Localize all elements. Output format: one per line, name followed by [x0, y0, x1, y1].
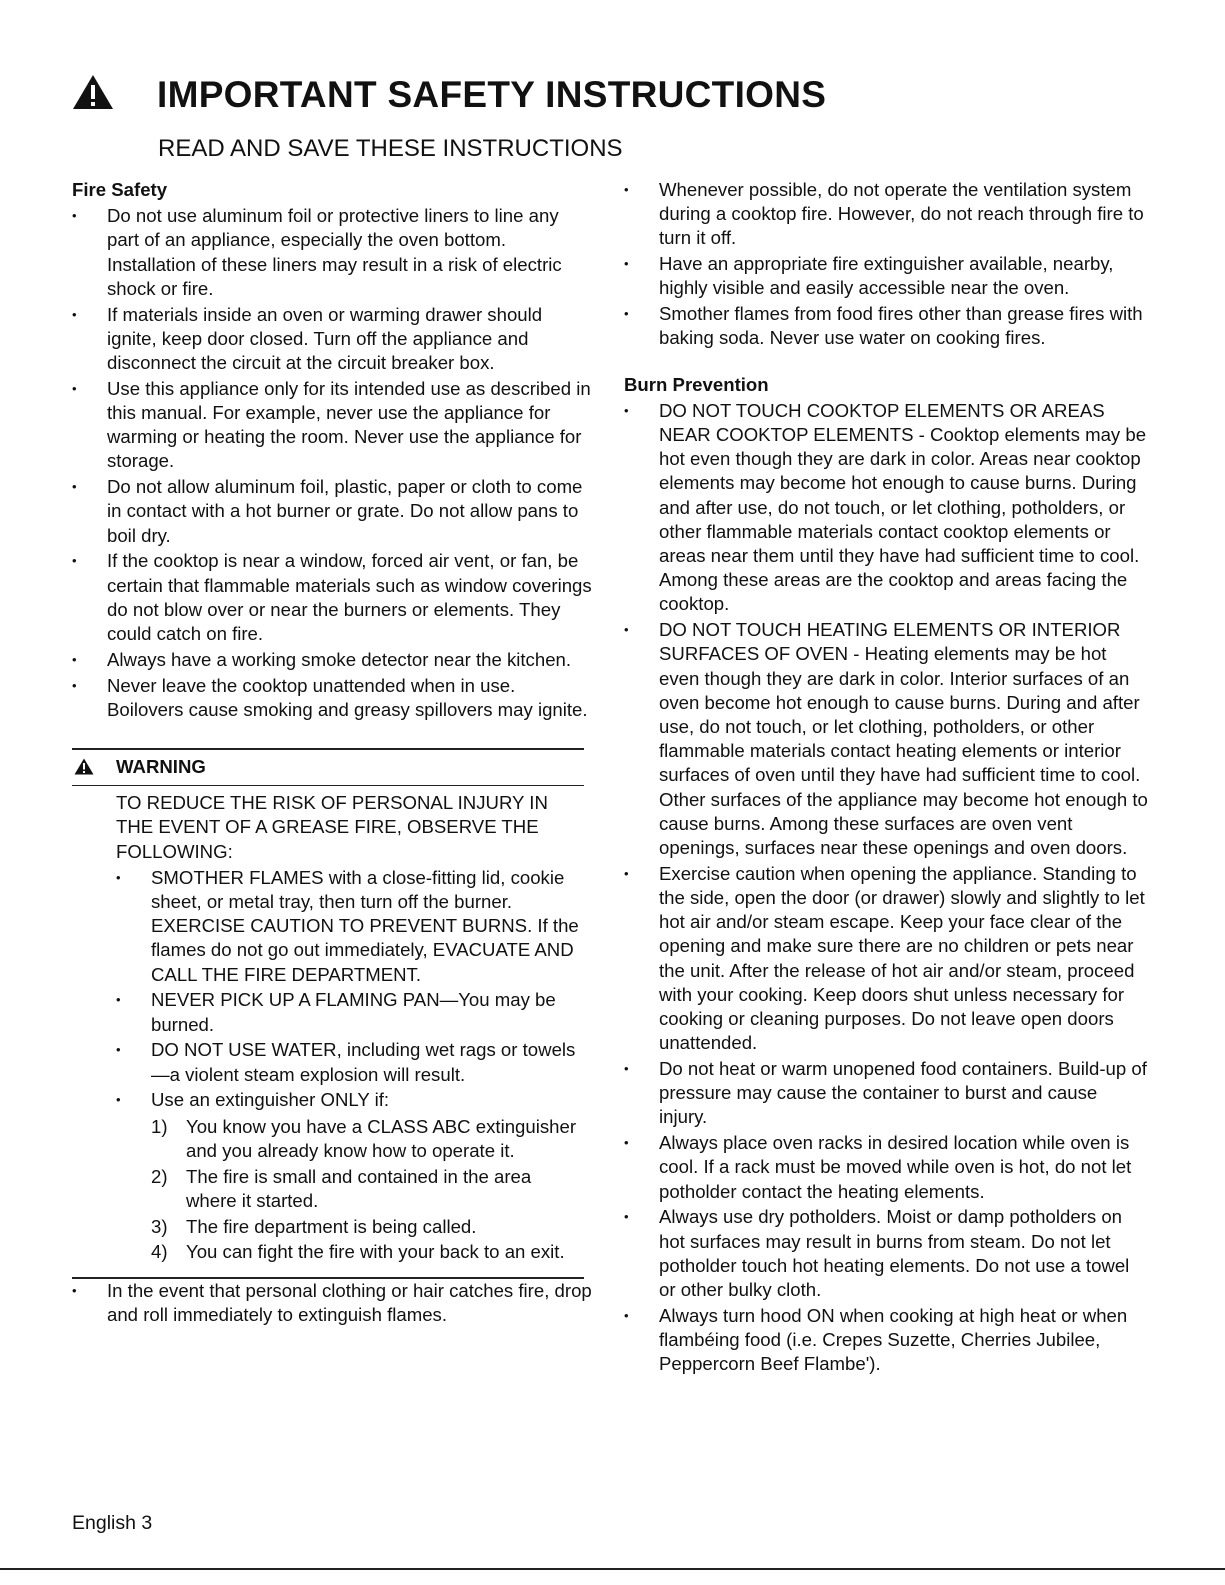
- right-column: [624, 178, 1149, 1378]
- warning-intro: TO REDUCE THE RISK OF PERSONAL INJURY IN THE EVENT OF A GREASE FIRE, OBSERVE THE FOLLOWING:: [116, 792, 548, 862]
- step-text: You know you have a CLASS ABC extinguisher and you already know how to operate it.: [186, 1115, 577, 1161]
- extinguisher-steps: [151, 1115, 584, 1265]
- step-number: 4): [151, 1241, 168, 1263]
- step-item: [151, 1240, 584, 1264]
- page-footer: English 3: [72, 1512, 153, 1534]
- step-text: The fire department is being called.: [186, 1215, 477, 1237]
- list-item: • SMOTHER FLAMES with a close-fitting lid, cookie sheet, or metal tray, then turn off the burner. EXERCISE CAUTION TO PREVENT BURNS. If the flames do not go out immediately, EVACUATE AND CALL THE FIRE DEPARTMENT.: [116, 866, 584, 987]
- list-item: • Always have a working smoke detector near the kitchen.: [72, 648, 592, 672]
- list-item: • Have an appropriate fire extinguisher available, nearby, highly visible and easily accessible near the oven.: [624, 252, 1149, 300]
- fire-safety-continued-list: [624, 178, 1149, 351]
- burn-prevention-heading: Burn Prevention: [624, 373, 769, 395]
- list-item: • If the cooktop is near a window, forced air vent, or fan, be certain that flammable materials such as window coverings do not blow over or near the burners or elements. They could catch on fire.: [72, 549, 592, 646]
- clothing-fire-list: [72, 1279, 592, 1327]
- list-item: • Use this appliance only for its intended use as described in this manual. For example, never use the appliance for warming or heating the room. Never use the appliance for storage.: [72, 377, 592, 474]
- extinguisher-condition-label: Use an extinguisher ONLY if:: [151, 1089, 390, 1111]
- list-item: • If materials inside an oven or warming drawer should ignite, keep door closed. Turn off the appliance and disconnect the circuit at the circuit breaker box.: [72, 303, 592, 376]
- list-item: • Do not heat or warm unopened food containers. Build-up of pressure may cause the container to burst and cause injury.: [624, 1057, 1149, 1130]
- list-item: • Never leave the cooktop unattended when in use. Boilovers cause smoking and greasy spillovers may ignite.: [72, 674, 592, 722]
- fire-safety-list: [72, 204, 592, 722]
- list-item: • NEVER PICK UP A FLAMING PAN—You may be burned.: [116, 988, 584, 1036]
- warning-triangle-icon: [74, 758, 94, 775]
- step-item: [151, 1215, 584, 1239]
- page-subtitle: READ AND SAVE THESE INSTRUCTIONS: [158, 135, 623, 162]
- page-title: IMPORTANT SAFETY INSTRUCTIONS: [157, 74, 827, 115]
- step-number: 2): [151, 1165, 168, 1187]
- warning-header: [72, 750, 584, 785]
- list-item: • DO NOT TOUCH COOKTOP ELEMENTS OR AREAS NEAR COOKTOP ELEMENTS - Cooktop elements may be hot even though they are dark in color. Areas near cooktop elements may become hot enough to cause burns. During and after use, do not touch, or let clothing, potholders, or other flammable materials contact cooktop elements or areas near them until they have had sufficient time to cool. Among these areas are the cooktop and areas facing the cooktop.: [624, 399, 1149, 617]
- list-item: [116, 1088, 584, 1264]
- list-item: • Do not use aluminum foil or protective liners to line any part of an appliance, especially the oven bottom. Installation of these liners may result in a risk of electric shock or fire.: [72, 204, 592, 301]
- list-item: • Exercise caution when opening the appliance. Standing to the side, open the door (or drawer) slowly and slightly to let hot air and/or steam escape. Keep your face clear of the opening and make sure there are no children or pets near the unit. After the release of hot air and/or steam, proceed with your cooking. Keep doors shut unless necessary for cooking or cleaning purposes. Do not leave open doors unattended.: [624, 862, 1149, 1056]
- step-number: 3): [151, 1215, 168, 1237]
- list-item: • Do not allow aluminum foil, plastic, paper or cloth to come in contact with a hot burner or grate. Do not allow pans to boil dry.: [72, 475, 592, 548]
- list-item: • Always place oven racks in desired location while oven is cool. If a rack must be moved while oven is hot, do not let potholder contact the heating elements.: [624, 1131, 1149, 1204]
- list-item: • DO NOT TOUCH HEATING ELEMENTS OR INTERIOR SURFACES OF OVEN - Heating elements may be hot even though they are dark in color. Interior surfaces of an oven become hot enough to cause burns. During and after use, do not touch, or let clothing, potholders, or other flammable materials contact heating elements or interior surfaces of oven until they have had sufficient time to cool. Other surfaces of the appliance may become hot enough to cause burns. Among these surfaces are oven vent openings, surfaces near these openings and oven doors.: [624, 618, 1149, 860]
- step-number: 1): [151, 1115, 168, 1137]
- list-item: • Smother flames from food fires other than grease fires with baking soda. Never use water on cooking fires.: [624, 302, 1149, 350]
- burn-prevention-list: [624, 399, 1149, 1377]
- step-text: The fire is small and contained in the area where it started.: [186, 1165, 532, 1211]
- list-item: • Whenever possible, do not operate the ventilation system during a cooktop fire. However, do not reach through fire to turn it off.: [624, 178, 1149, 251]
- warning-list: [116, 866, 584, 1265]
- left-column: [72, 178, 592, 1329]
- step-item: [151, 1165, 584, 1213]
- list-item: • Always turn hood ON when cooking at high heat or when flambéing food (i.e. Crepes Suzette, Cherries Jubilee, Peppercorn Beef Flambe').: [624, 1304, 1149, 1377]
- title-row: [72, 74, 114, 110]
- list-item: • In the event that personal clothing or hair catches fire, drop and roll immediately to extinguish flames.: [72, 1279, 592, 1327]
- bottom-divider: [0, 1568, 1225, 1570]
- fire-safety-heading: Fire Safety: [72, 179, 168, 200]
- warning-body: [72, 786, 584, 1277]
- warning-box: [72, 748, 584, 1279]
- step-text: You can fight the fire with your back to an exit.: [186, 1241, 565, 1263]
- list-item: • DO NOT USE WATER, including wet rags or towels—a violent steam explosion will result.: [116, 1038, 584, 1086]
- step-item: [151, 1115, 584, 1163]
- warning-label: WARNING: [116, 755, 206, 777]
- warning-triangle-icon: [72, 74, 114, 110]
- list-item: • Always use dry potholders. Moist or damp potholders on hot surfaces may result in burns from steam. Do not let potholder touch hot heating elements. Do not use a towel or other bulky cloth.: [624, 1205, 1149, 1302]
